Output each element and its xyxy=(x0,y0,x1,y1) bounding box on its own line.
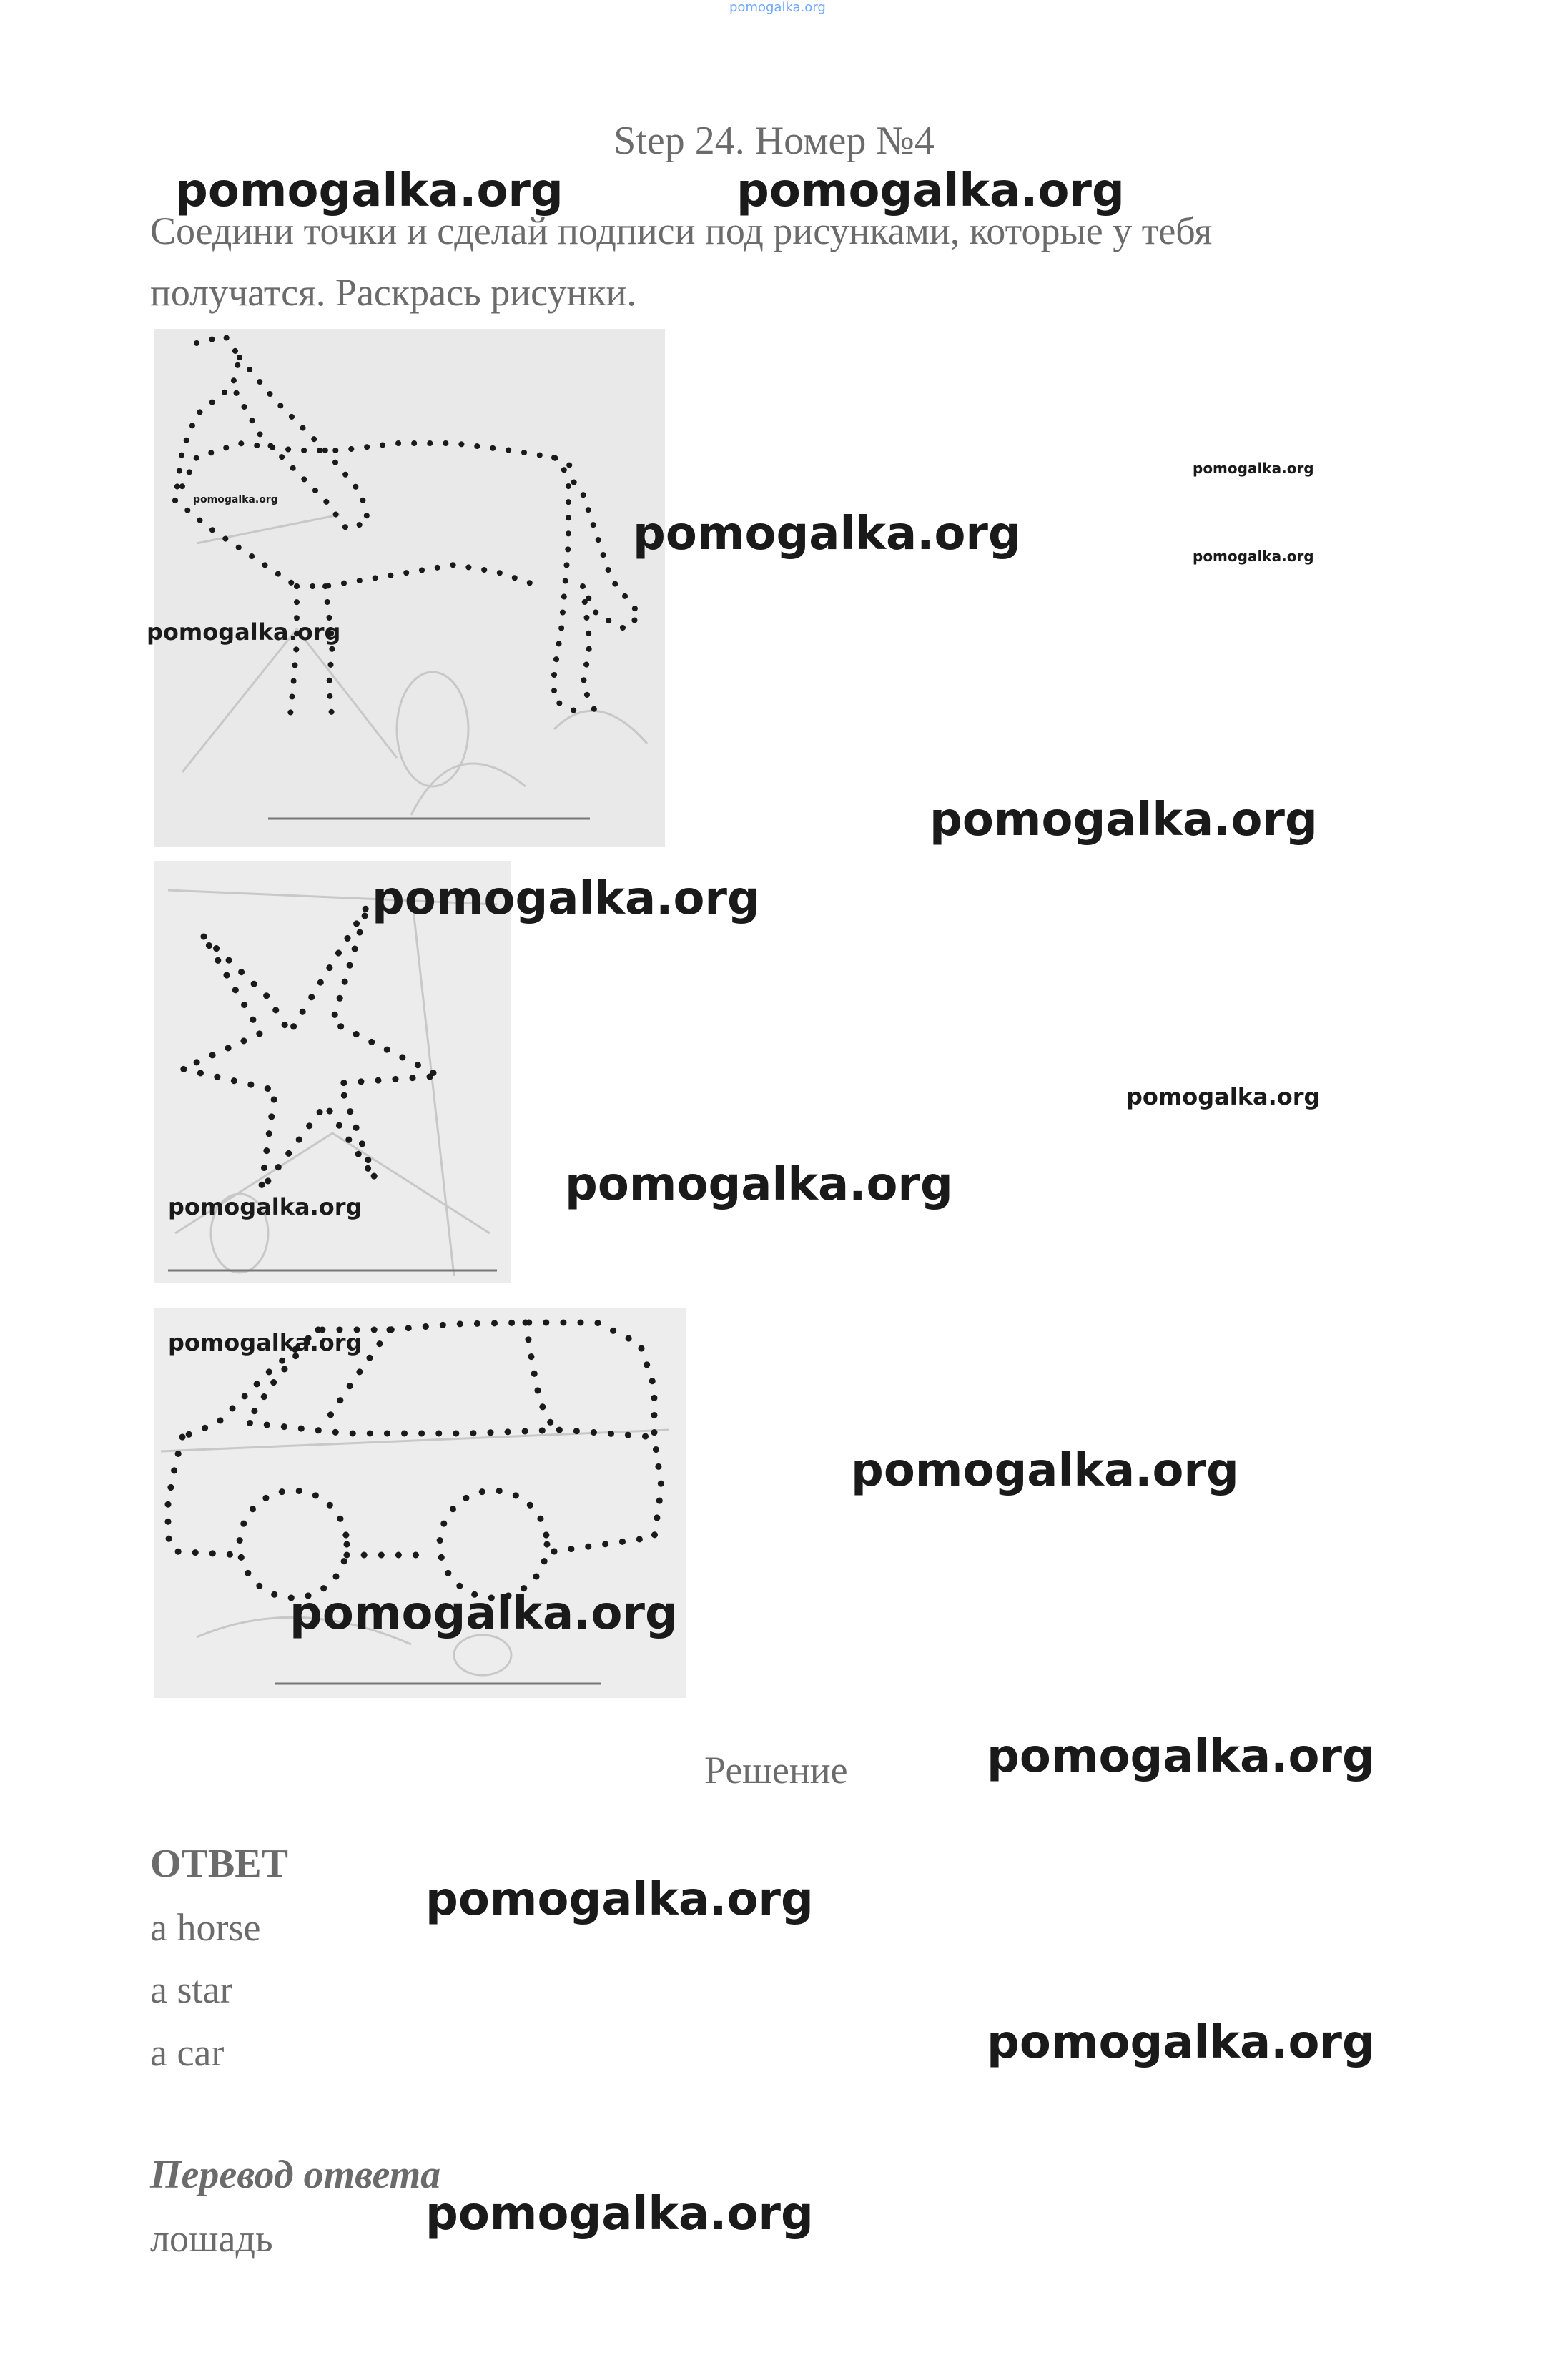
task-text: Соедини точки и сделай подписи под рисунками, которые у тебя получатся. Раскрась рисунки. xyxy=(150,209,1213,314)
answer-line: a car xyxy=(150,2031,225,2074)
watermark: pomogalka.org xyxy=(1193,548,1314,565)
watermark: pomogalka.org xyxy=(930,794,1318,846)
page-title: Step 24. Номер №4 xyxy=(613,119,935,163)
answer-line: a star xyxy=(150,1968,233,2011)
watermark: pomogalka.org xyxy=(987,2016,1375,2069)
watermark: pomogalka.org xyxy=(425,2188,814,2241)
site-mark: pomogalka.org xyxy=(729,0,826,15)
watermark: pomogalka.org xyxy=(168,1329,363,1356)
answer-heading: ОТВЕТ xyxy=(150,1842,288,1886)
watermark: pomogalka.org xyxy=(736,164,1125,217)
watermark: pomogalka.org xyxy=(193,494,278,505)
watermark: pomogalka.org xyxy=(425,1873,814,1926)
watermark: pomogalka.org xyxy=(851,1444,1239,1497)
watermark: pomogalka.org xyxy=(175,164,563,217)
translation-heading: Перевод ответа xyxy=(150,2153,441,2197)
watermark: pomogalka.org xyxy=(147,618,341,646)
answer-line: a horse xyxy=(150,1906,261,1949)
watermark: pomogalka.org xyxy=(987,1730,1375,1783)
watermark: pomogalka.org xyxy=(1126,1083,1321,1110)
watermark: pomogalka.org xyxy=(1193,460,1314,477)
watermark: pomogalka.org xyxy=(565,1158,953,1211)
horse-figure xyxy=(154,329,665,847)
watermark: pomogalka.org xyxy=(633,508,1021,561)
watermark: pomogalka.org xyxy=(290,1587,678,1640)
watermark: pomogalka.org xyxy=(372,872,760,925)
translation-line: лошадь xyxy=(150,2217,273,2260)
watermark: pomogalka.org xyxy=(168,1193,363,1220)
solution-label: Решение xyxy=(704,1749,848,1792)
